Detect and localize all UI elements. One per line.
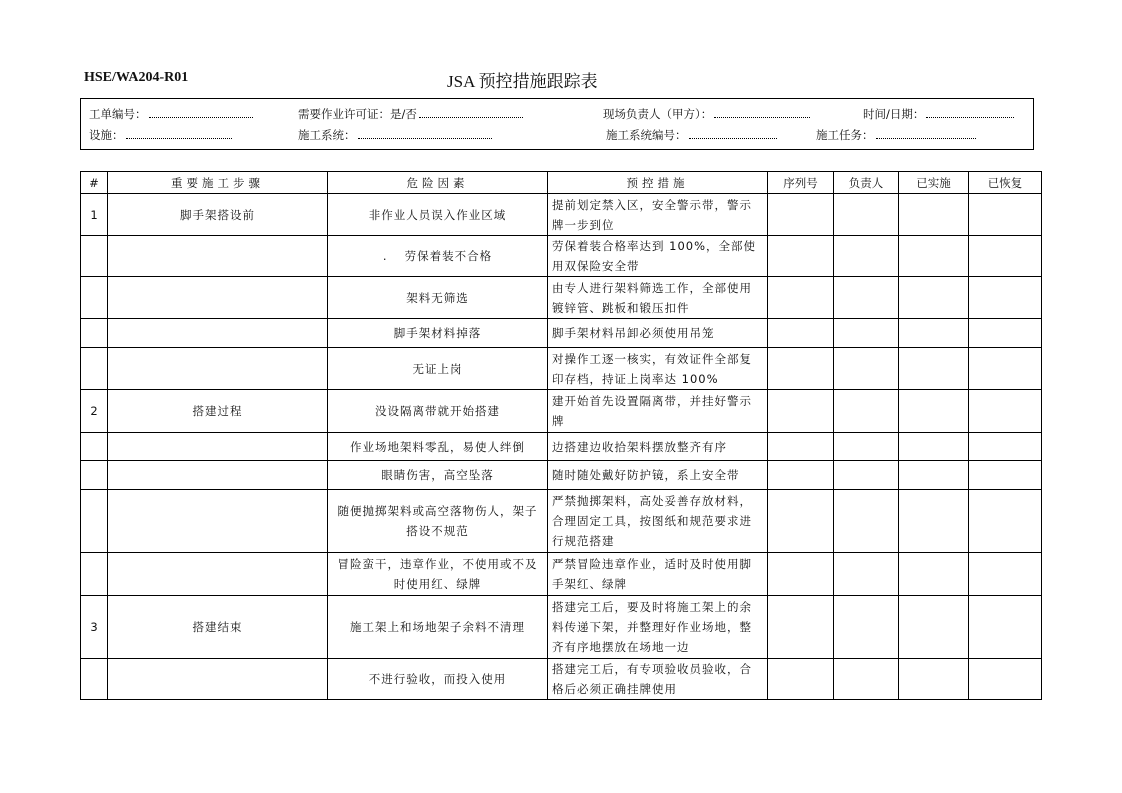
step-name-cell [108, 659, 328, 700]
step-number-cell [81, 277, 108, 319]
owner-cell[interactable] [834, 348, 899, 390]
task-label: 施工任务： [816, 128, 874, 142]
hazard-cell: 脚手架材料掉落 [328, 319, 548, 348]
document-title: JSA 预控措施跟踪表 [447, 72, 598, 91]
table-row [81, 596, 1042, 659]
work-order-field[interactable] [89, 106, 253, 122]
step-number-cell: 3 [81, 596, 108, 659]
serial-cell[interactable] [768, 319, 834, 348]
measure-cell: 随时随处戴好防护镜，系上安全带 [548, 461, 768, 490]
step-number-cell [81, 348, 108, 390]
header-implemented: 已实施 [899, 172, 969, 194]
jsa-table [80, 171, 1042, 700]
implemented-cell[interactable] [899, 596, 969, 659]
serial-cell[interactable] [768, 277, 834, 319]
restored-cell[interactable] [969, 659, 1042, 700]
datetime-label: 时间/日期： [863, 107, 925, 121]
owner-cell[interactable] [834, 433, 899, 461]
hazard-cell: 作业场地架料零乱，易使人绊倒 [328, 433, 548, 461]
site-lead-field[interactable] [603, 106, 810, 122]
restored-cell[interactable] [969, 553, 1042, 596]
measure-cell: 边搭建边收拾架料摆放整齐有序 [548, 433, 768, 461]
header-measure: 预控措施 [548, 172, 768, 194]
table-row [81, 390, 1042, 433]
implemented-cell[interactable] [899, 390, 969, 433]
implemented-cell[interactable] [899, 236, 969, 277]
serial-cell[interactable] [768, 433, 834, 461]
measure-cell: 搭建完工后，有专项验收员验收，合格后必须正确挂牌使用 [548, 659, 768, 700]
hazard-cell: 随便抛掷架料或高空落物伤人，架子搭设不规范 [328, 490, 548, 553]
table-row [81, 348, 1042, 390]
owner-cell[interactable] [834, 659, 899, 700]
measure-cell: 脚手架材料吊卸必须使用吊笼 [548, 319, 768, 348]
measure-cell: 对操作工逐一核实，有效证件全部复印存档，持证上岗率达 100% [548, 348, 768, 390]
implemented-cell[interactable] [899, 433, 969, 461]
owner-cell[interactable] [834, 553, 899, 596]
implemented-cell[interactable] [899, 348, 969, 390]
hazard-cell: . 劳保着装不合格 [328, 236, 548, 277]
header-serial: 序列号 [768, 172, 834, 194]
hazard-cell: 施工架上和场地架子余料不清理 [328, 596, 548, 659]
restored-cell[interactable] [969, 490, 1042, 553]
restored-cell[interactable] [969, 277, 1042, 319]
step-name-cell [108, 553, 328, 596]
step-number-cell [81, 433, 108, 461]
step-number-cell [81, 236, 108, 277]
table-row [81, 277, 1042, 319]
measure-cell: 建开始首先设置隔离带，并挂好警示牌 [548, 390, 768, 433]
table-row [81, 490, 1042, 553]
table-row [81, 194, 1042, 236]
site-lead-label: 现场负责人（甲方）： [603, 107, 713, 121]
step-name-cell [108, 461, 328, 490]
serial-cell[interactable] [768, 596, 834, 659]
step-name-cell: 搭建结束 [108, 596, 328, 659]
hazard-cell: 非作业人员误入作业区域 [328, 194, 548, 236]
owner-cell[interactable] [834, 390, 899, 433]
hazard-cell: 眼睛伤害，高空坠落 [328, 461, 548, 490]
step-name-cell [108, 348, 328, 390]
system-no-field[interactable] [606, 127, 777, 143]
table-row [81, 659, 1042, 700]
implemented-cell[interactable] [899, 461, 969, 490]
system-no-label: 施工系统编号： [606, 128, 687, 142]
permit-label: 需要作业许可证：是/否 [298, 107, 417, 121]
implemented-cell[interactable] [899, 277, 969, 319]
header-number: # [81, 172, 108, 194]
serial-cell[interactable] [768, 461, 834, 490]
facility-label: 设施： [89, 128, 124, 142]
owner-cell[interactable] [834, 490, 899, 553]
hazard-cell: 没设隔离带就开始搭建 [328, 390, 548, 433]
restored-cell[interactable] [969, 596, 1042, 659]
owner-cell[interactable] [834, 277, 899, 319]
header-step: 重要施工步骤 [108, 172, 328, 194]
header-restored: 已恢复 [969, 172, 1042, 194]
owner-cell[interactable] [834, 194, 899, 236]
table-row [81, 433, 1042, 461]
work-order-label: 工单编号： [89, 107, 147, 121]
serial-cell[interactable] [768, 490, 834, 553]
restored-cell[interactable] [969, 433, 1042, 461]
permit-field[interactable] [298, 106, 523, 122]
task-field[interactable] [816, 127, 976, 143]
step-name-cell [108, 319, 328, 348]
serial-cell[interactable] [768, 659, 834, 700]
table-row [81, 553, 1042, 596]
step-number-cell [81, 659, 108, 700]
hazard-cell: 无证上岗 [328, 348, 548, 390]
header-hazard: 危险因素 [328, 172, 548, 194]
restored-cell[interactable] [969, 236, 1042, 277]
hazard-cell: 架料无筛选 [328, 277, 548, 319]
owner-cell[interactable] [834, 319, 899, 348]
implemented-cell[interactable] [899, 659, 969, 700]
step-number-cell: 2 [81, 390, 108, 433]
step-name-cell [108, 490, 328, 553]
implemented-cell[interactable] [899, 194, 969, 236]
restored-cell[interactable] [969, 390, 1042, 433]
serial-cell[interactable] [768, 348, 834, 390]
implemented-cell[interactable] [899, 319, 969, 348]
measure-cell: 由专人进行架料筛选工作，全部使用镀锌管、跳板和锻压扣件 [548, 277, 768, 319]
owner-cell[interactable] [834, 596, 899, 659]
step-name-cell: 搭建过程 [108, 390, 328, 433]
table-header-row [81, 172, 1042, 194]
step-name-cell [108, 433, 328, 461]
serial-cell[interactable] [768, 194, 834, 236]
document-code: HSE/WA204-R01 [84, 70, 189, 85]
step-name-cell [108, 277, 328, 319]
datetime-field[interactable] [863, 106, 1014, 122]
measure-cell: 严禁冒险违章作业，适时及时使用脚手架红、绿牌 [548, 553, 768, 596]
restored-cell[interactable] [969, 348, 1042, 390]
restored-cell[interactable] [969, 461, 1042, 490]
implemented-cell[interactable] [899, 553, 969, 596]
facility-field[interactable] [89, 127, 232, 143]
owner-cell[interactable] [834, 461, 899, 490]
measure-cell: 提前划定禁入区，安全警示带，警示牌一步到位 [548, 194, 768, 236]
header-owner: 负责人 [834, 172, 899, 194]
table-row [81, 236, 1042, 277]
system-field[interactable] [298, 127, 492, 143]
table-row [81, 461, 1042, 490]
info-box [80, 98, 1034, 150]
measure-cell: 搭建完工后，要及时将施工架上的余料传递下架，并整理好作业场地，整齐有序地摆放在场地一边 [548, 596, 768, 659]
step-number-cell: 1 [81, 194, 108, 236]
restored-cell[interactable] [969, 319, 1042, 348]
step-number-cell [81, 490, 108, 553]
measure-cell: 劳保着装合格率达到 100%，全部使用双保险安全带 [548, 236, 768, 277]
step-number-cell [81, 319, 108, 348]
step-number-cell [81, 461, 108, 490]
step-name-cell [108, 236, 328, 277]
table-row [81, 319, 1042, 348]
restored-cell[interactable] [969, 194, 1042, 236]
hazard-cell: 不进行验收，而投入使用 [328, 659, 548, 700]
serial-cell[interactable] [768, 236, 834, 277]
system-label: 施工系统： [298, 128, 356, 142]
owner-cell[interactable] [834, 236, 899, 277]
measure-cell: 严禁抛掷架料，高处妥善存放材料，合理固定工具，按图纸和规范要求进行规范搭建 [548, 490, 768, 553]
step-name-cell: 脚手架搭设前 [108, 194, 328, 236]
implemented-cell[interactable] [899, 490, 969, 553]
hazard-cell: 冒险蛮干，违章作业，不使用或不及时使用红、绿牌 [328, 553, 548, 596]
step-number-cell [81, 553, 108, 596]
serial-cell[interactable] [768, 553, 834, 596]
serial-cell[interactable] [768, 390, 834, 433]
